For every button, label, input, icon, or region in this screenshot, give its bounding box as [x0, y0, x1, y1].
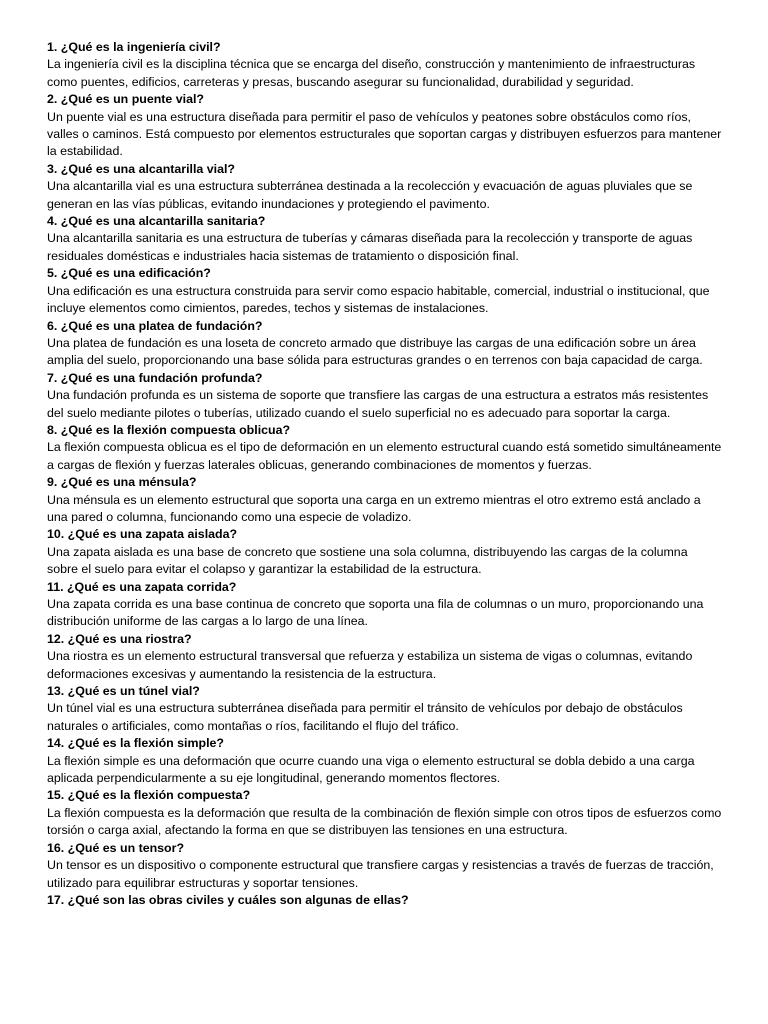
answer-paragraph: La flexión compuesta es la deformación que resulta de la combinación de flexión simple con otros tipos de esfuerzos como torsión o carga axial, afectando la forma en que se distribuyen las tensiones en una estructura. [47, 805, 722, 838]
answer-paragraph: Un túnel vial es una estructura subterránea diseñada para permitir el tránsito de vehículos por debajo de obstáculos naturales o artificiales, como montañas o ríos, facilitando el flujo del tráfico. [47, 701, 683, 733]
answer-paragraph: Una fundación profunda es un sistema de soporte que transfiere las cargas de una estructura a estratos más resistentes del suelo mediante pilotes o tuberías, utilizado cuando el suelo superficial no es adecuado para soportar la carga. [47, 388, 709, 420]
question-heading: 8. ¿Qué es la flexión compuesta oblicua? [47, 422, 291, 437]
answer-paragraph: Una riostra es un elemento estructural transversal que refuerza y estabiliza un sistema de vigas o columnas, evitando deformaciones excesivas y aumentando la resistencia de la estructura. [47, 649, 693, 681]
qa-item [47, 787, 722, 839]
question-heading: 9. ¿Qué es una ménsula? [47, 475, 197, 490]
question-heading: 3. ¿Qué es una alcantarilla vial? [47, 161, 236, 176]
answer-paragraph: Un puente vial es una estructura diseñada para permitir el paso de vehículos y peatones sobre obstáculos como ríos, valles o caminos. Está compuesto por elementos estructurales que soportan cargas y distribuyen esfuerzos para mantener la estabilidad. [47, 109, 722, 159]
question-heading: 15. ¿Qué es la flexión compuesta? [47, 788, 251, 803]
question-heading: 13. ¿Qué es un túnel vial? [47, 684, 200, 699]
qa-item [47, 840, 722, 892]
answer-paragraph: Una zapata aislada es una base de concreto que sostiene una sola columna, distribuyendo las cargas de la columna sobre el suelo para evitar el colapso y garantizar la estabilidad de la estructura. [47, 544, 688, 577]
question-heading: 10. ¿Qué es una zapata aislada? [47, 527, 238, 542]
answer-paragraph: Una platea de fundación es una loseta de concreto armado que distribuye las cargas de una edificación sobre un área amplia del suelo, proporcionando una base sólida para estructuras grandes o en terrenos con baja capacidad de carga. [47, 335, 703, 368]
qa-item [47, 39, 722, 91]
qa-item [47, 892, 722, 909]
answer-paragraph: Una alcantarilla sanitaria es una estructura de tuberías y cámaras diseñada para la recolección y transporte de aguas residuales domésticas e industriales hacia sistemas de tratamiento o disposición final. [47, 231, 693, 263]
question-heading: 5. ¿Qué es una edificación? [47, 266, 211, 281]
answer-paragraph: La flexión compuesta oblicua es el tipo de deformación en un elemento estructural cuando está sometido simultáneamente a cargas de flexión y fuerzas laterales oblicuas, generando combinaciones de momentos y fuerzas. [47, 440, 722, 472]
answer-paragraph: Una zapata corrida es una base continua de concreto que soporta una fila de columnas o un muro, proporcionando una distribución uniforme de las cargas a lo largo de una línea. [47, 597, 704, 629]
question-heading: 4. ¿Qué es una alcantarilla sanitaria? [47, 214, 266, 229]
answer-paragraph: La flexión simple es una deformación que ocurre cuando una viga o elemento estructural se dobla debido a una carga aplicada perpendicularmente a su eje longitudinal, generando momentos flectores. [47, 753, 695, 786]
question-heading: 16. ¿Qué es un tensor? [47, 840, 185, 855]
qa-item [47, 683, 722, 735]
answer-paragraph: La ingeniería civil es la disciplina técnica que se encarga del diseño, construcción y mantenimiento de infraestructuras como puentes, edificios, carreteras y presas, buscando asegurar su funcionalidad, durabilidad y seguridad. [47, 57, 696, 89]
qa-item [47, 91, 722, 161]
question-heading: 6. ¿Qué es una platea de fundación? [47, 318, 263, 333]
qa-item [47, 631, 722, 683]
qa-item [47, 735, 722, 787]
answer-paragraph: Una ménsula es un elemento estructural que soporta una carga en un extremo mientras el otro extremo está anclado a una pared o columna, funcionando como una especie de voladizo. [47, 492, 701, 524]
question-heading: 12. ¿Qué es una riostra? [47, 631, 192, 646]
qa-item [47, 161, 722, 213]
qa-item [47, 579, 722, 631]
qa-item [47, 474, 722, 526]
answer-paragraph: Un tensor es un dispositivo o componente estructural que transfiere cargas y resistencias a través de fuerzas de tracción, utilizado para equilibrar estructuras y soportar tensiones. [47, 858, 714, 890]
question-heading: 11. ¿Qué es una zapata corrida? [47, 579, 237, 594]
question-heading: 14. ¿Qué es la flexión simple? [47, 736, 224, 751]
question-heading: 17. ¿Qué son las obras civiles y cuáles son algunas de ellas? [47, 892, 409, 907]
qa-item [47, 213, 722, 265]
answer-paragraph: Una alcantarilla vial es una estructura subterránea destinada a la recolección y evacuación de aguas pluviales que se generan en las vías públicas, evitando inundaciones y protegiendo el pavimento. [47, 179, 693, 211]
question-heading: 1. ¿Qué es la ingeniería civil? [47, 40, 221, 54]
qa-list [47, 39, 722, 909]
qa-item [47, 370, 722, 422]
question-heading: 2. ¿Qué es un puente vial? [47, 92, 204, 107]
qa-item [47, 526, 722, 578]
qa-item [47, 318, 722, 370]
answer-paragraph: Una edificación es una estructura construida para servir como espacio habitable, comercial, industrial o institucional, que incluye elementos como cimientos, paredes, techos y sistemas de instalaciones. [47, 283, 710, 316]
question-heading: 7. ¿Qué es una fundación profunda? [47, 370, 263, 385]
qa-item [47, 422, 722, 474]
qa-item [47, 265, 722, 317]
